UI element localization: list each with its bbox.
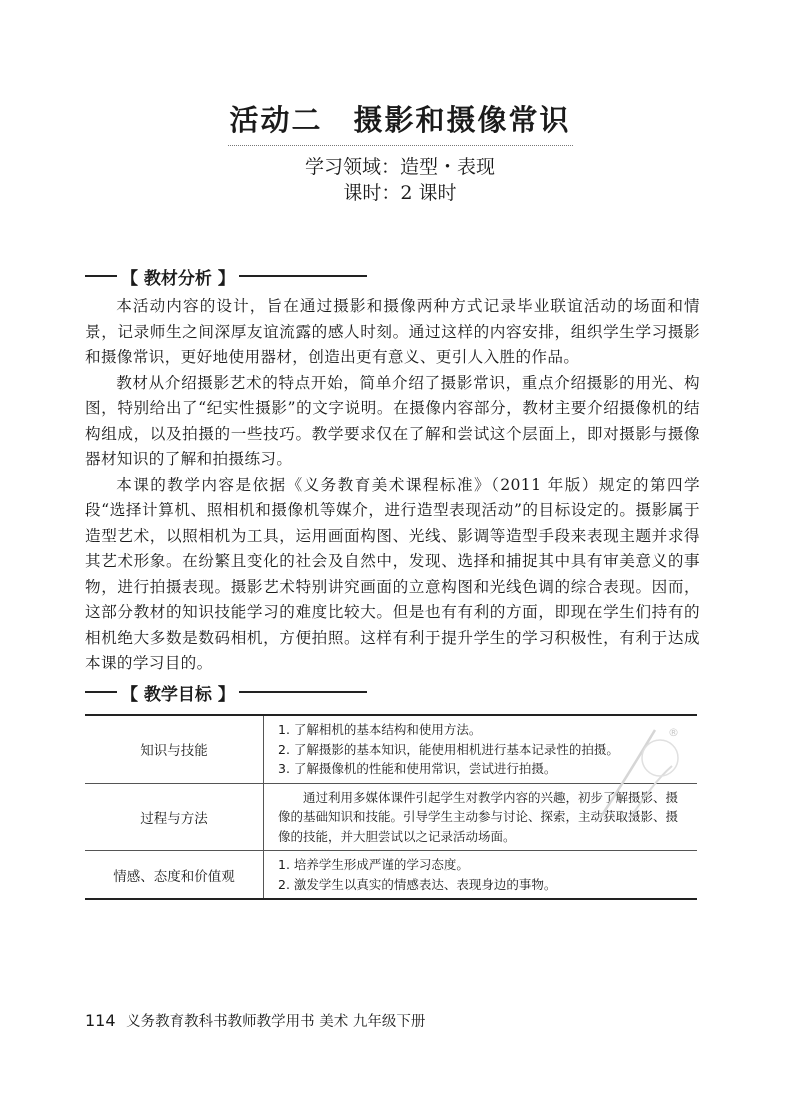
heading-rule-left: [85, 275, 117, 277]
page-title: 活动二 摄影和摄像常识: [229, 103, 571, 137]
paragraph: 本课的教学内容是依据《义务教育美术课程标准》（2011 年版）规定的第四学段“选择计算机、照相机和摄像机等媒介，进行造型表现活动”的目标设定的。摄影属于造型艺术，以照相机为工具，运用画面构图、光线、影调等造型手段来表现主题并求得其艺术形象。在纷繁且变化的社会及自然中，发现、选择和捕捉其中具有审美意义的事物，进行拍摄表现。摄影艺术特别讲究画面的立意构图和光线色调的综合表现。因而，这部分教材的知识技能学习的难度比较大。但是也有有利的方面，即现在学生们持有的相机绝大多数是数码相机，方便拍照。这样有利于提升学生的学习积极性，有利于达成本课的学习目的。: [85, 475, 700, 672]
list-item: 2. 了解摄影的基本知识，能使用相机进行基本记录性的拍摄。: [278, 741, 619, 757]
heading-rule-right: [239, 691, 367, 693]
list-item: 2. 激发学生以真实的情感表达、表现身边的事物。: [278, 876, 557, 892]
row-content: [264, 851, 698, 900]
row-category: 情感、态度和价值观: [85, 851, 264, 900]
row-paragraph: 通过利用多媒体课件引起学生对教学内容的兴趣，初步了解摄影、摄像的基础知识和技能。引导学生主动参与讨论、探索，主动获取摄影、摄像的技能，并大胆尝试以之记录活动场面。: [278, 789, 679, 844]
learning-domain: 学习领域：造型・表现: [304, 156, 495, 178]
book-title: 义务教育教科书教师教学用书 美术 九年级下册: [126, 1014, 426, 1030]
heading-label: 【 教材分析 】: [121, 268, 235, 289]
table-row: [85, 851, 697, 900]
watermark-figure-icon: [560, 718, 690, 828]
heading-rule-right: [239, 275, 367, 277]
title-dotted-rule: [228, 145, 573, 146]
watermark-logo: [560, 718, 690, 828]
list-item: 1. 了解相机的基本结构和使用方法。: [278, 722, 482, 737]
class-hours: 课时：2 课时: [343, 182, 457, 204]
page-footer: [85, 1010, 425, 1031]
row-category: 过程与方法: [85, 783, 264, 851]
paragraph: 本活动内容的设计，旨在通过摄影和摄像两种方式记录毕业联谊活动的场面和情景，记录师生之间深厚友谊流露的感人时刻。通过这样的内容安排，组织学生学习摄影和摄像常识，更好地使用器材，创造出更有意义、更引人入胜的作品。: [85, 297, 700, 366]
heading-label: 【 教学目标 】: [121, 684, 235, 705]
list-item: 3. 了解摄像机的性能和使用常识，尝试进行拍摄。: [278, 761, 557, 776]
heading-rule-left: [85, 691, 117, 693]
section-heading-analysis: [85, 264, 367, 288]
analysis-body: [85, 294, 700, 677]
row-category: 知识与技能: [85, 715, 264, 783]
paragraph: 教材从介绍摄影艺术的特点开始，简单介绍了摄影常识，重点介绍摄影的用光、构图，特别给出了“纪实性摄影”的文字说明。在摄像内容部分，教材主要介绍摄像机的结构组成，以及拍摄的一些技巧。教学要求仅在了解和尝试这个层面上，即对摄影与摄像器材知识的了解和拍摄练习。: [85, 373, 700, 468]
page-number: 114: [85, 1011, 116, 1030]
list-item: 1. 培养学生形成严谨的学习态度。: [278, 857, 469, 872]
registered-mark: ®: [668, 726, 679, 739]
section-heading-goals: [85, 680, 367, 704]
